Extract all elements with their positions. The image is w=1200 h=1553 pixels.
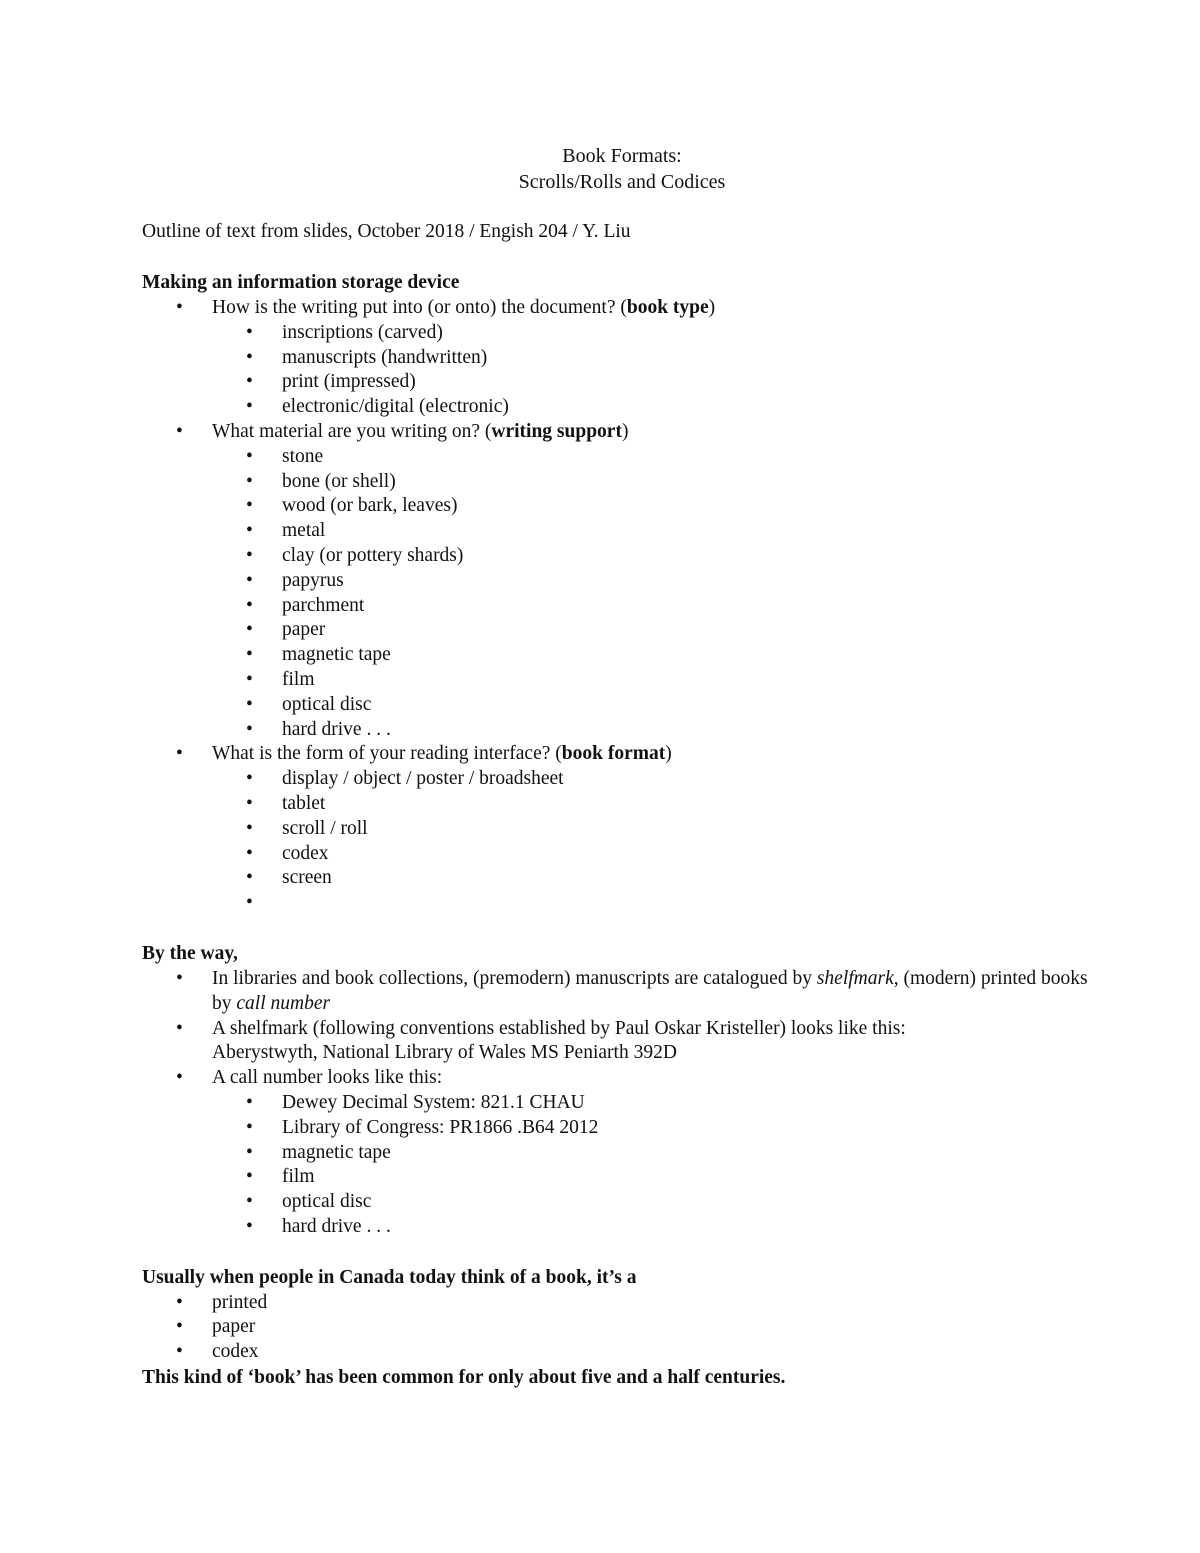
term-book-type: book type [626,297,709,318]
book-format-sublist [142,767,1102,916]
list-item: • parchment [212,594,1102,619]
list-item: • magnetic tape [212,1141,1102,1166]
list-item: • hard drive . . . [212,718,1102,743]
list-item-call-number: • A call number looks like this: • Dewey Decimal System: 821.1 CHAU • Library of Congress: PR1866 .B64 2012 • magnetic tape • film • optical disc • hard drive . . . [142,1066,1102,1240]
list-item: • codex [142,1340,1102,1365]
list-item: • bone (or shell) [212,470,1102,495]
document-page [142,143,1102,1391]
closing-statement: This kind of ‘book’ has been common for only about five and a half centuries. [142,1367,786,1389]
list-item: • display / object / poster / broadsheet [212,767,1102,792]
list-item: • codex [212,842,1102,867]
list-item: • paper [212,618,1102,643]
list-item: • tablet [212,792,1102,817]
section-heading-canada: Usually when people in Canada today think of a book, it’s a [142,1266,637,1288]
document-title [142,143,1102,195]
list-item: • print (impressed) [212,370,1102,395]
list-item: • film [212,668,1102,693]
book-type-sublist [142,321,1102,420]
list-item: • manuscripts (handwritten) [212,346,1102,371]
section-heading-by-the-way: By the way, [142,942,238,964]
spacer [142,1240,1102,1265]
list-item: • electronic/digital (electronic) [212,395,1102,420]
call-number-sublist [142,1091,1102,1240]
list-item: • papyrus [212,569,1102,594]
list-item: • scroll / roll [212,817,1102,842]
document-subtitle: Outline of text from slides, October 2018 / Engish 204 / Y. Liu [142,221,631,242]
list-item: • printed [142,1291,1102,1316]
term-call-number: call number [236,992,331,1014]
list-item: • hard drive . . . [212,1215,1102,1240]
list-item-writing-support: • What material are you writing on? (writing support) • stone • bone (or shell) • wood (or bark, leaves) • metal • clay (or pottery shards) • papyrus • parchment • paper • magnetic tape • film • optical disc • hard drive . . . [142,420,1102,742]
list-item: • clay (or pottery shards) [212,544,1102,569]
writing-support-sublist [142,445,1102,743]
list-item: • Library of Congress: PR1866 .B64 2012 [212,1116,1102,1141]
list-item: • wood (or bark, leaves) [212,494,1102,519]
section-heading-storage-device: Making an information storage device [142,272,460,293]
list-item: • stone [212,445,1102,470]
list-item: • metal [212,519,1102,544]
by-the-way-list [142,967,1102,1240]
term-shelfmark: shelfmark [816,967,894,989]
term-writing-support: writing support [491,420,622,442]
list-item: • inscriptions (carved) [212,321,1102,346]
list-item: • paper [142,1315,1102,1340]
term-book-format: book format [561,743,666,765]
title-line-1: Book Formats: [562,145,682,167]
list-item-shelfmark-example: • A shelfmark (following conventions established by Paul Oskar Kristeller) looks like this: Aberystwyth, National Library of Wales MS Peniarth 392D [142,1017,1102,1067]
list-item: • optical disc [212,693,1102,718]
list-item: • optical disc [212,1190,1102,1215]
spacer [142,245,1102,270]
list-item: • magnetic tape [212,643,1102,668]
storage-device-list [142,296,1102,916]
list-item-book-type: • How is the writing put into (or onto) the document? (book type) • inscriptions (carved) • manuscripts (handwritten) • print (impressed) • electronic/digital (electronic) [142,296,1102,420]
list-item-shelfmark-intro: • In libraries and book collections, (premodern) manuscripts are catalogued by shelfmark, (modern) printed books by call number [142,967,1102,1017]
spacer [142,916,1102,941]
canada-book-list [142,1291,1102,1365]
list-item-book-format: • What is the form of your reading interface? (book format) • display / object / poster / broadsheet • tablet • scroll / roll • codex • screen • [142,742,1102,916]
list-item: • Dewey Decimal System: 821.1 CHAU [212,1091,1102,1116]
list-item-empty [212,891,1102,916]
title-line-2: Scrolls/Rolls and Codices [518,171,726,193]
list-item: • film [212,1165,1102,1190]
list-item: • screen [212,866,1102,891]
